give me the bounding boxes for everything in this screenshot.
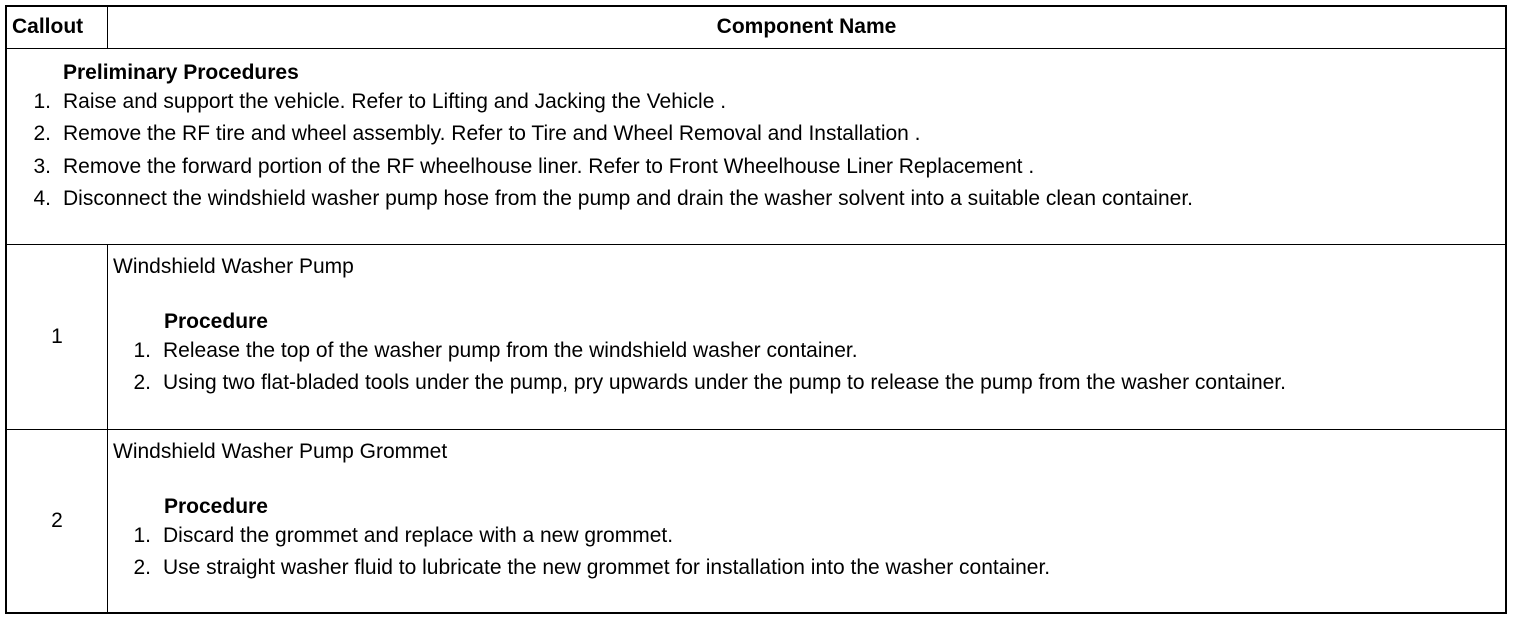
procedure-steps-list bbox=[108, 335, 1505, 400]
step-number: 4. bbox=[33, 187, 51, 210]
list-item bbox=[7, 118, 1505, 151]
list-item bbox=[7, 183, 1505, 216]
procedure-table-frame bbox=[5, 5, 1507, 614]
callout-number: 1 bbox=[7, 244, 108, 429]
step-number: 1. bbox=[33, 89, 51, 113]
table-header-row bbox=[7, 7, 1505, 48]
preliminary-procedures-row bbox=[7, 48, 1505, 244]
procedure-table bbox=[7, 7, 1505, 613]
list-item bbox=[7, 86, 1505, 119]
component-name-column-header: Component Name bbox=[108, 7, 1506, 48]
table-row bbox=[7, 244, 1505, 429]
step-number: 3. bbox=[33, 154, 51, 178]
step-text: Remove the forward portion of the RF wheelhouse liner. Refer to Front Wheelhouse Liner Replacement . bbox=[63, 154, 1035, 178]
step-text: Using two flat-bladed tools under the pump, pry upwards under the pump to release the pump from the washer container. bbox=[163, 371, 1286, 394]
component-name: Windshield Washer Pump Grommet bbox=[113, 439, 448, 463]
list-item bbox=[108, 335, 1505, 368]
procedure-title: Procedure bbox=[164, 309, 268, 333]
step-number: 2. bbox=[133, 556, 151, 579]
list-item bbox=[108, 520, 1505, 553]
list-item bbox=[108, 552, 1505, 585]
callout-column-header: Callout bbox=[7, 7, 108, 48]
component-cell bbox=[108, 429, 1506, 613]
step-number: 2. bbox=[33, 122, 51, 145]
preliminary-steps-list bbox=[7, 86, 1505, 216]
step-text: Remove the RF tire and wheel assembly. Refer to Tire and Wheel Removal and Installation . bbox=[63, 122, 921, 145]
callout-number: 2 bbox=[7, 429, 108, 613]
step-text: Use straight washer fluid to lubricate the new grommet for installation into the washer container. bbox=[163, 556, 1051, 579]
step-text: Raise and support the vehicle. Refer to Lifting and Jacking the Vehicle . bbox=[63, 89, 727, 113]
component-cell bbox=[108, 244, 1506, 429]
step-number: 2. bbox=[133, 371, 151, 394]
list-item bbox=[7, 151, 1505, 184]
step-number: 1. bbox=[133, 338, 151, 362]
table-row bbox=[7, 429, 1505, 613]
step-text: Discard the grommet and replace with a new grommet. bbox=[163, 523, 674, 547]
component-name: Windshield Washer Pump bbox=[113, 254, 354, 278]
step-text: Disconnect the windshield washer pump hose from the pump and drain the washer solvent into a suitable clean container. bbox=[63, 187, 1193, 210]
procedure-steps-list bbox=[108, 520, 1505, 585]
step-text: Release the top of the washer pump from the windshield washer container. bbox=[163, 338, 858, 362]
procedure-title: Procedure bbox=[164, 494, 268, 518]
list-item bbox=[108, 367, 1505, 400]
step-number: 1. bbox=[133, 523, 151, 547]
preliminary-procedures-title: Preliminary Procedures bbox=[63, 60, 299, 84]
preliminary-procedures-cell bbox=[7, 48, 1505, 244]
